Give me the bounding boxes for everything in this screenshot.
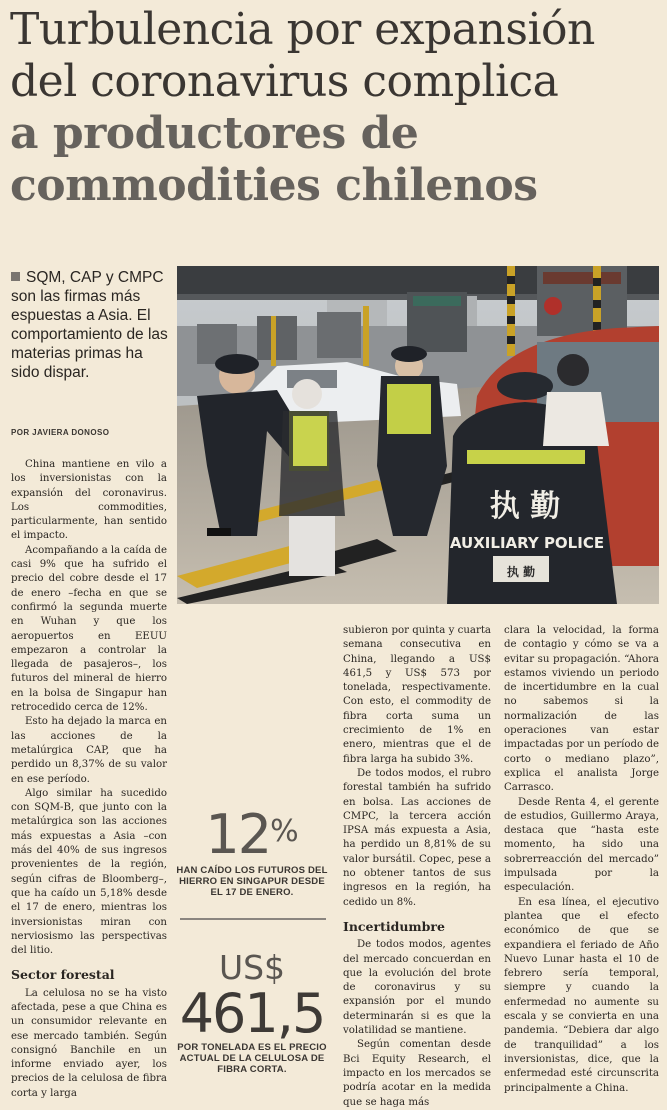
stat-currency: US$ — [218, 948, 286, 987]
square-bullet-icon — [11, 272, 20, 281]
divider — [180, 918, 326, 920]
toll-booth-scene — [177, 266, 659, 604]
headline-line-1: Turbulencia por expansión — [10, 4, 595, 55]
headline-line-2: del coronavirus complica — [10, 56, 559, 107]
paragraph: De todos modos, agentes del mercado concuerdan en que la evolución del brote de coronavirus y su expansión por el mundo determinarán si es que la volatilidad se mantiene. — [343, 939, 491, 1037]
summary-text: SQM, CAP y CMPC son las firmas más espuestas a Asia. El comportamiento de las materias primas ha sido dispar. — [11, 269, 168, 381]
stat-callout-celulosa — [176, 950, 328, 1075]
summary — [11, 268, 171, 382]
paragraph: Desde Renta 4, el gerente de estudios, Guillermo Araya, destaca que “hasta este momento, ha sido una sobrerreacción del mercado” impulsada por la especulación. — [504, 796, 659, 894]
stat-number: 12% — [205, 803, 299, 866]
subheading-sector-forestal: Sector forestal — [11, 967, 115, 983]
stat-number: 461,5 — [179, 982, 325, 1045]
paragraph: Algo similar ha sucedido con SQM-B, que junto con la metalúrgica son las acciones más expuestas a Asia –con más del 40% de sus ingresos provenientes de la región, según cifras de Bloomberg–, que ha caído un 5,18% desde el 17 de enero, mientras los inversionistas miran con nerviosismo las perspectivas del litio. — [11, 787, 167, 957]
paragraph: subieron por quinta y cuarta semana consecutiva en China, llegando a US$ 461,5 y US$ 573 por tonelada, respectivamente. Con esto, el commodity de fibra corta suma un crecimiento de 1% en enero, mientras que el de fibra larga ha subido 3%. — [343, 625, 491, 765]
patch-english: AUXILIARY POLICE — [449, 534, 605, 552]
stat-callout-hierro — [176, 802, 328, 898]
paragraph: Acompañando a la caída de casi 9% que ha sufrido el precio del cobre desde el 17 de enero –fecha en que se confirmó la segunda muerte en Wuhan y que los aeropuertos en EEUU empezaron a controlar la llegada de pasajeros–, los futuros del mineral de hierro en la bolsa de Singapur han retrocedido cerca de 12%. — [11, 544, 167, 714]
stat-unit: % — [270, 814, 299, 849]
byline: POR JAVIERA DONOSO — [11, 428, 110, 437]
paragraph: En esa línea, el ejecutivo plantea que el efecto económico de que se expandiera el feriado de Año Nuevo Lunar hasta el 10 de febrero sería temporal, siempre y cuando la enfermedad no aumente su escala y se convierta en una pandemia. “Debiera dar algo de tranquilidad” a los inversionistas, dice, que la enfermedad esté circunscrita principalmente a China. — [504, 896, 659, 1094]
headline-line-4: commodities chilenos — [10, 160, 538, 211]
patch-chinese: 执 勤 — [489, 489, 561, 524]
paragraph: La celulosa no se ha visto afectada, pese a que China es un consumidor relevante en ese mercado también. Según consignó Banchile en un informe enviado ayer, los precios de la celulosa de fibra corta y larga — [11, 987, 167, 1099]
paragraph: China mantiene en vilo a los inversionistas con la expansión del coronavirus. Los commodities, particularmente, han sentido el impacto. — [11, 459, 167, 542]
news-photo — [177, 266, 659, 604]
paragraph: Según comentan desde Bci Equity Research, el impacto en los mercados se podría acotar en la medida que se haga más — [343, 1039, 491, 1108]
article-column-3 — [504, 624, 659, 1096]
headline — [10, 4, 660, 212]
article-column-1 — [11, 458, 167, 1101]
headline-line-3: a productores de — [10, 108, 419, 159]
paragraph: clara la velocidad, la forma de contagio y cómo se va a evitar su propagación. “Ahora estamos viviendo un periodo de incertidumbre en la cual no sabemos si la normalización de las operaciones van estar impactadas por un período de corto o mediano plazo”, explica el analista Jorge Carrasco. — [504, 625, 659, 794]
stat-caption: HAN CAÍDO LOS FUTUROS DEL HIERRO EN SINGAPUR DESDE EL 17 DE ENERO. — [176, 865, 328, 898]
stat-caption: POR TONELADA ES EL PRECIO ACTUAL DE LA CELULOSA DE FIBRA CORTA. — [177, 1042, 327, 1075]
subheading-incertidumbre: Incertidumbre — [343, 918, 445, 934]
paragraph: De todos modos, el rubro forestal también ha sufrido en bolsa. Las acciones de CMPC, la tercera acción IPSA más expuesta a Asia, ha perdido un 8,81% de su valor bursátil. Copec, pese a no obtener tantos de sus ingresos en la región, ha cedido un 8%. — [343, 767, 491, 908]
patch-small: 执 勤 — [506, 565, 536, 579]
paragraph: Esto ha dejado la marca en las acciones de la metalúrgica CAP, que ha perdido un 8,37% de su valor en ese período. — [11, 716, 167, 785]
article-column-2 — [343, 624, 491, 1110]
